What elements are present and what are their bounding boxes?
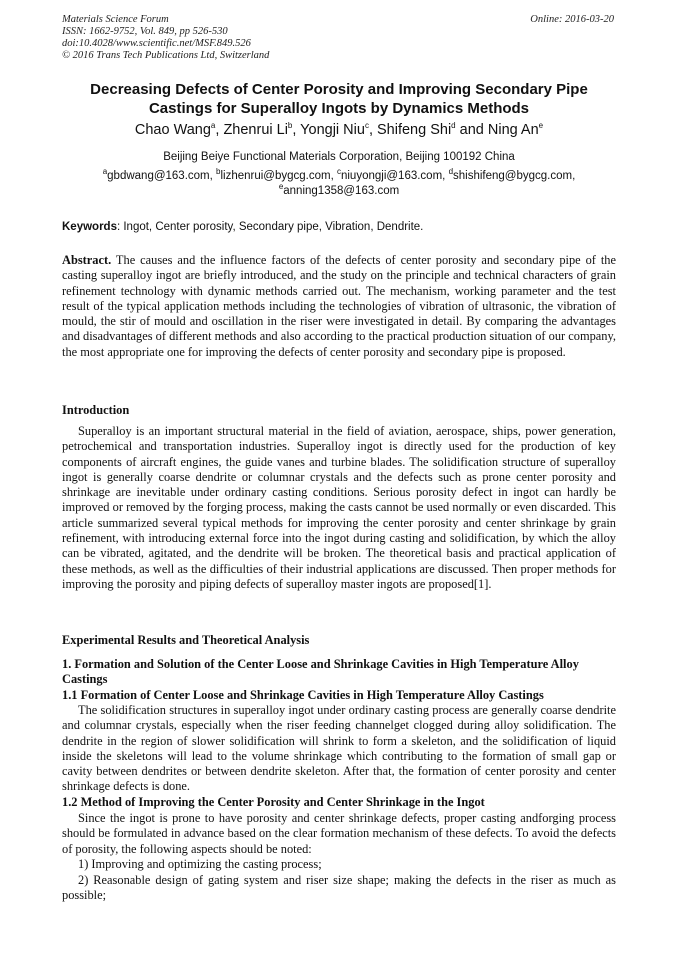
author-1: Chao Wang$^a$	[134, 121, 216, 138]
introduction-heading: Introduction	[62, 403, 130, 417]
list-item-1: 1) Improving and optimizing the casting process;	[78, 857, 322, 871]
email-b[interactable]: $^b$lizhenrui@bygcg.com,	[216, 167, 334, 182]
subsection-heading-1: 1. Formation and Solution of the Center Loose and Shrinkage Cavities in High Temperature Alloy Castings	[62, 657, 579, 687]
doi-line: doi:10.4028/www.scientific.net/MSF.849.526	[62, 38, 251, 49]
section-heading-experimental: Experimental Results and Theoretical Analysis	[62, 633, 310, 647]
paragraph-1-1: The solidification structures in superalloy ingot under ordinary casting process are generally coarse dendrite and columnar crystals, especially when the riser feeding channelget clogged during alloy solidification. The dendrite in the region of slower solidification will shrink to form a skeleton, and the solidification of liquid inside the skeletons will lead to the volume shrinkage which contributing to the formation of small gap or cavity between dendrites or between dendrite skeleton. After that, the formation of center porosity and center shrinkage defects is done.	[62, 703, 616, 794]
online-date: Online: 2016-03-20	[530, 14, 614, 25]
email-e[interactable]: $^e$anning1358@163.com	[278, 182, 400, 197]
list-item-2: 2) Reasonable design of gating system and riser size shape; making the defects in the riser as much as possible;	[62, 873, 616, 903]
author-list: Chao Wang$^a$, Zhenrui Li$^b$, Yongji Niu$^c$, Shifeng Shi$^d$ and Ning An$^e$	[134, 121, 544, 138]
paper-title: Decreasing Defects of Center Porosity and Improving Secondary Pipe Castings for Superalloy Ingots by Dynamics Methods	[90, 81, 588, 117]
subsection-heading-1-1: 1.1 Formation of Center Loose and Shrinkage Cavities in High Temperature Alloy Castings	[62, 688, 544, 702]
author-4: Shifeng Shi$^d$	[377, 121, 456, 138]
email-c[interactable]: $^c$niuyongji@163.com,	[336, 167, 446, 182]
issn-line: ISSN: 1662-9752, Vol. 849, pp 526-530	[62, 26, 228, 37]
affiliation: Beijing Beiye Functional Materials Corporation, Beijing 100192 China	[163, 151, 515, 163]
abstract-text: The causes and the influence factors of the defects of center porosity and secondary pipe of the casting superalloy ingot are briefly introduced, and the study on the principle and technical characters of grain refinement technology with dynamic methods carried out. The mechanism, working parameter and the test result of the typical application methods including the technologies of vibration of ultrasonic, the vibration of mould, the stir of mould and oscillation in the riser were investigated in detail. By comparing the advantages and disadvantages of different methods and also according to the practical production situation of our company, the most appropriate one for improving the defects of center porosity and secondary pipe is proposed.	[62, 253, 616, 359]
journal-name: Materials Science Forum	[62, 14, 169, 25]
subsection-heading-1-2: 1.2 Method of Improving the Center Porosity and Center Shrinkage in the Ingot	[62, 795, 485, 809]
keywords	[62, 220, 616, 234]
email-a[interactable]: $^a$gbdwang@163.com,	[102, 167, 213, 182]
introduction-text: Superalloy is an important structural material in the field of aviation, aerospace, ships, power generation, petrochemical and transportation industries. Superalloy ingot is directly used for the production of key components of aircraft engines, the guide vanes and turbine blades. The solidification structure of superalloy ingot is generally coarse dendrite or columnar crystals and the defects such as prone center porosity and shrinkage are inevitable under ordinary casting conditions. Serious porosity defect in ingot can hardly be improved or removed by the forging process, making the casts cannot be used normally or even discarded. This article summarized several typical methods for improving the center porosity and center shrinkage by grain refinement, with introducing external force into the ingot during casting and solidification, by which the alloy can be vibrated, agitated, and the dendrite will be broken. The theoretical basis and practical application of these methods, as well as the difficulties of their industrial applications are discussed. Then proper methods for improving the porosity and piping defects of superalloy master ingots are proposed[1].	[62, 424, 616, 591]
author-5: Ning An$^e$	[487, 121, 544, 138]
email-d[interactable]: $^d$shishifeng@bygcg.com,	[448, 167, 576, 182]
paragraph-1-2: Since the ingot is prone to have porosity and center shrinkage defects, proper casting andforging process should be formulated in advance based on the clear formation mechanism of these defects. To avoid the defects of porosity, the following aspects should be noted:	[62, 811, 616, 856]
author-3: Yongji Niu$^c$	[300, 121, 369, 138]
abstract	[62, 253, 616, 360]
abstract-label: Abstract.	[62, 253, 112, 267]
email-list	[62, 169, 616, 199]
author-2: Zhenrui Li$^b$	[223, 121, 293, 138]
copyright-line: © 2016 Trans Tech Publications Ltd, Switzerland	[62, 50, 270, 61]
keywords-text: : Ingot, Center porosity, Secondary pipe, Vibration, Dendrite.	[116, 221, 424, 233]
journal-header	[62, 14, 269, 62]
keywords-label: Keywords	[62, 221, 117, 233]
